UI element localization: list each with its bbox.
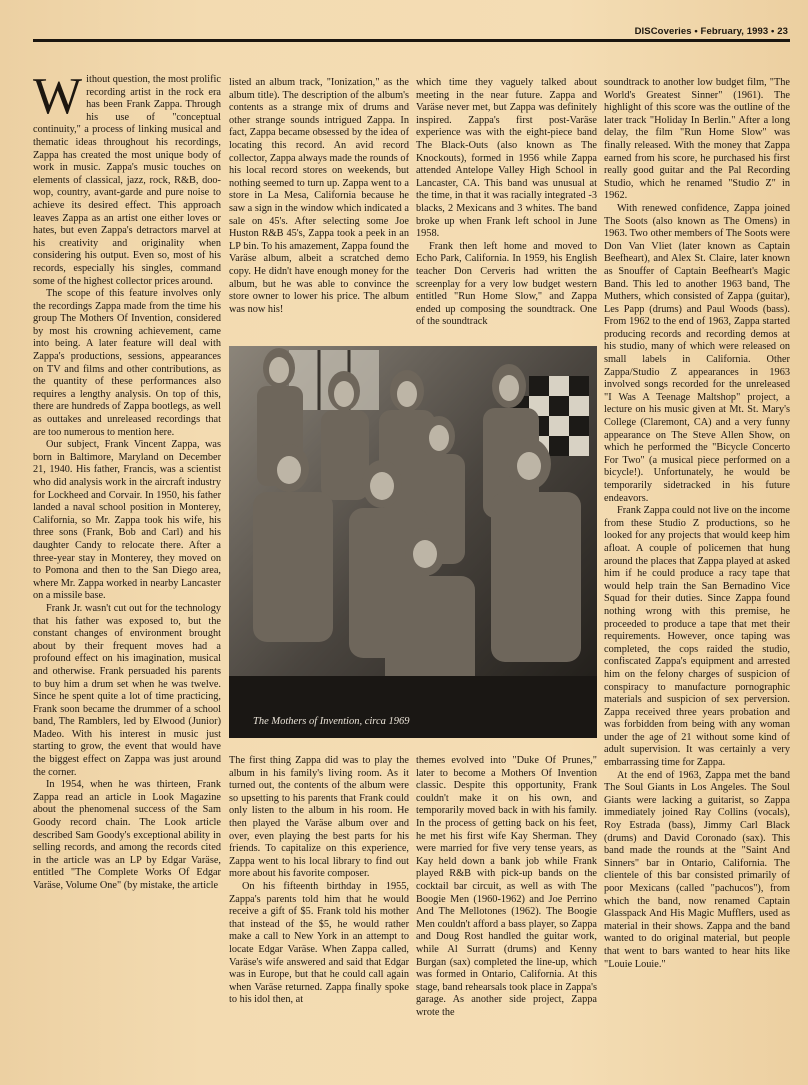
paragraph: With renewed confidence, Zappa joined The Soots (also known as The Omens) in 1963. Two other members of The Soots were Don Van Vliet (later known as Captain Beefheart), and Alex St. Claire, later known as Snouffer of Captain Beefheart's Magic Band. This led to another 1963 band, The Muthers, which consisted of Zappa (guitar), Les Papp (drums) and Paul Woods (bass). From 1962 to the end of 1963, Zappa started producing records and recording demos at his studio, many of which were released on small labels in California. Other Zappa/Studio Z appearances in 1963 involved songs recorded for the unreleased "I Was A Teenage Maltshop" project, a lecture on his music given at Mt. St. Mary's College (Claremont, CA) and a very funny appearance on The Steve Allen Show, on which he performed the "Bicycle Concerto For Two" (a musical piece performed on a bicycle!). Unfortunately, he would be temporarily sidetracked in his future endeavors. — [604, 202, 790, 504]
column-4 — [604, 77, 790, 1077]
paragraph: The first thing Zappa did was to play the album in his family's living room. As it turned out, the contents of the album were so upsetting to his parents that Frank could only listen to the album in his room. He then played the Varäse album over and over, even playing the best parts for his friends. To capitalize on this experience, Zappa went to his local library to find out more about his favorite composer. — [229, 755, 409, 880]
band-photo — [229, 346, 597, 738]
paragraph: Frank Jr. wasn't cut out for the technology that his father was exposed to, but the constant changes of environment brought about by their frequent moves had a profound effect on his imagination, musical and otherwise. Frank persuaded his parents to buy him a drum set when he was twelve. Since he spent quite a lot of time practicing, Frank soon became the drummer of a school band, The Ramblers, led by Elwood (Junior) Madeo. With his interest in music just starting to grow, the event that would have the biggest effect on Zappa was just around the corner. — [33, 602, 221, 778]
photo-caption: The Mothers of Invention, circa 1969 — [253, 716, 410, 727]
column-2-bottom — [229, 755, 409, 1077]
column-3-top — [416, 77, 597, 339]
paragraph: which time they vaguely talked about meeting in the near future. Zappa and Varäse never met, but Zappa was definitely inspired. Zappa's first post-Varäse experience was with the eight-piece band The Black-Outs (also known as The Knockouts), formed in 1956 while Zappa attended Antelope Valley High School in Lancaster, CA. This band was unusual at the time, in that it was racially integrated -3 blacks, 2 Mexicans and 3 whites. The band broke up when Frank left school in June 1958. — [416, 77, 597, 240]
paragraph: ithout question, the most prolific recording artist in the rock era has been Frank Zappa. Through his use of "conceptual continuity," a process of linking musical and thematic ideas throughout his recordings, Zappa has created the most unique body of work in music. Zappa's music touches on elements of classical, jazz, rock, R&B, doo-wop, country, avant-garde and pure noise to achieve its desired effect. This approach leaves Zappa as an artist one either loves or hates, but even Zappa's detractors marvel at his creativity and originality when considering his output. Even so, most of his records, especially his singles, command some of the highest collector prices around. — [33, 74, 221, 287]
column-1 — [33, 74, 221, 1074]
paragraph: Frank Zappa could not live on the income from these Studio Z productions, so he looked for any projects that would keep him afloat. A couple of policemen that hung around the places that Zappa played at asked him if he could produce a racy tape that would help train the San Bernadino Vice Squad for their duties. Since Zappa found nothing wrong with this premise, he proceeded to produce a tape that met their requirements. However, once taping was completed, the cops raided the studio, confiscated Zappa's equipment and arrested him on the felony charges of suspicion of conspiracy to manufacture pornographic materials and suspicion of sex perversion. Zappa received three years probation and was forbidden from being with any woman under the age of 21 without some kind of adult supervision. It was certainly a very embarrassing time for Zappa. — [604, 505, 790, 769]
paragraph: In 1954, when he was thirteen, Frank Zappa read an article in Look Magazine about the phenomenal success of the Sam Goody record chain. The Look article described Sam Goody's exceptional ability in selling records, and among the records cited in the article was an LP by Edgar Varäse, entitled "The Complete Works Of Edgar Varäse, Volume One" (by mistake, the article — [33, 779, 221, 891]
paragraph: Frank then left home and moved to Echo Park, California. In 1959, his English teacher Don Cerveris had written the screenplay for a very low budget western entitled "Run Home Slow," and Zappa ended up composing the soundtrack. One of the soundtrack — [416, 240, 597, 328]
paragraph: At the end of 1963, Zappa met the band The Soul Giants in Los Angeles. The Soul Giants were lacking a guitarist, so Zappa immediately joined Ray Collins (vocals), Roy Estrada (bass), Jimmy Carl Black (drums) and David Coronado (sax). This band made the rounds at the "Saint And Sinners" bar in Ontario, California. The clientele of this bar consisted primarily of poor Mexicans (called "pachucos"), from which the band, now renamed Captain Glasspack And His Magic Mufflers, used as material in their shows. Zappa and the band wanted to do original material, but people that went to bars wanted to hear hits like "Louie Louie." — [604, 769, 790, 970]
paragraph: soundtrack to another low budget film, "The World's Greatest Sinner" (1961). The highlight of this score was the outline of the later track "Holiday In Berlin." After a long delay, the film "Run Home Slow" was finally released. With the money that Zappa earned from his score, he purchased his first really good guitar and the Pal Recording Studio, which he renamed "Studio Z" in 1962. — [604, 77, 790, 202]
paragraph: themes evolved into "Duke Of Prunes," later to become a Mothers Of Invention classic. Despite this opportunity, Frank couldn't make it on his own, and temporarily moved back in with his family. In the process of getting back on his feet, he met his first wife Kay Sherman. They were married for five very tense years, as Kay held down a bank job while Frank played R&B with pick-up bands on the cocktail bar circuit, as well as with The Boogie Men (1960-1962) and Joe Perrino And The Mellotones (1962). The Boogie Men couldn't afford a bass player, so Zappa and Doug Rost handled the guitar work, while Al Surratt (drums) and Kenny Burgan (sax) completed the line-up, which was formed in Ontario, California. At this stage, band rehearsals took place in Zappa's garage. As another side project, Zappa wrote the — [416, 755, 597, 1018]
paragraph: listed an album track, "Ionization," as the album title). The description of the album's contents as a strange mix of drums and other strange sounds intrigued Zappa. In fact, Zappa became obsessed by the idea of locating this record. An avid record collector, Zappa always made the rounds of his local record stores on weekends, but nothing seemed to turn up. Zappa went to a store in La Mesa, California because he saw a sign in the window which indicated a sale on 45's. After selecting some Joe Huston R&B 45's, Zappa took a peek in an LP bin. To his amazement, Zappa found the Varäse album, albeit a scratched demo copy. He didn't have enough money for the album, but he was able to convince the store owner to lower his price. The album was now his! — [229, 77, 409, 315]
paragraph: The scope of this feature involves only the recordings Zappa made from the time his group The Mothers Of Invention, considered by most his crowning achievement, came into being. A later feature will deal with Zappa's productions, sessions, appearances on TV and films and other contributions, as the quantity of these performances also requires a lengthy analysis. On top of this, there are hundreds of Zappa bootlegs, as well as outtakes and unreleased recordings that are too numerous to mention here. — [33, 288, 221, 438]
page-header: DISCoveries • February, 1993 • 23 — [634, 26, 788, 37]
drop-cap: W — [33, 74, 83, 125]
paragraph: Our subject, Frank Vincent Zappa, was born in Baltimore, Maryland on December 21, 1940. His father, Francis, was a scientist who did analysis work in the aircraft industry for Lockheed and Corvair. In 1950, his father landed a naval school position in Monterey, California, so Mr. Zappa took his wife, his three sons (Frank, Bob and Carl) and his daughter Candy to relocate there. After a three-year stay in Monterey, they moved on to Pomona and then to the San Diego area, where Mr. Zappa worked in nearby Lancaster on a missile base. — [33, 439, 221, 602]
header-rule — [33, 39, 790, 42]
band-photo-image — [229, 346, 597, 738]
column-3-bottom — [416, 755, 597, 1077]
column-2-top — [229, 77, 409, 339]
paragraph: On his fifteenth birthday in 1955, Zappa's parents told him that he would receive a gift of $5. Frank told his mother that instead of the $5, he would rather make a call to New York in an attempt to locate Edgar Varäse. When Zappa called, Varäse's wife answered and said that Edgar was in Europe, but that he could call again when Varäse returned. Zappa finally spoke to his idol then, at — [229, 880, 409, 1006]
